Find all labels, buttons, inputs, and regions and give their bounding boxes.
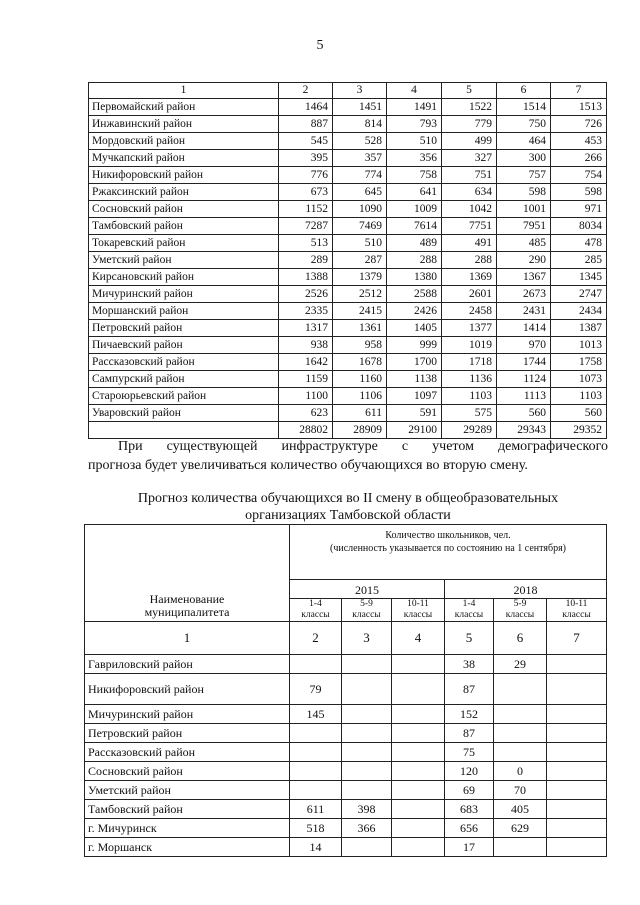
value-cell: 1387 [551,320,607,337]
column-number: 2 [279,83,333,99]
value-cell: 510 [387,133,442,150]
total-value-cell: 29343 [497,422,551,439]
total-label-cell [89,422,279,439]
municipality-name: Мичуринский район [85,705,290,724]
value-cell: 1367 [497,269,551,286]
value-cell: 2426 [387,303,442,320]
column-number: 6 [497,83,551,99]
table-row [85,762,607,781]
value-cell: 2588 [387,286,442,303]
value-cell: 814 [333,116,387,133]
value-cell: 489 [387,235,442,252]
value-cell: 2431 [497,303,551,320]
column-number: 3 [342,622,392,655]
total-value-cell: 29100 [387,422,442,439]
grade-group-header [392,599,445,622]
value-cell: 1152 [279,201,333,218]
value-cell [547,724,607,743]
value-cell: 1159 [279,371,333,388]
value-cell: 1514 [497,99,551,116]
value-cell: 518 [290,819,342,838]
municipality-name: Мордовский район [89,133,279,150]
value-cell: 7951 [497,218,551,235]
value-cell: 2434 [551,303,607,320]
table-row [85,743,607,762]
value-cell: 545 [279,133,333,150]
table-row [89,286,607,303]
value-cell [392,762,445,781]
table-row [89,184,607,201]
municipality-name: Тамбовский район [89,218,279,235]
value-cell: 485 [497,235,551,252]
value-cell [290,743,342,762]
value-cell [392,655,445,674]
municipality-name: Сосновский район [85,762,290,781]
value-cell: 887 [279,116,333,133]
value-cell: 774 [333,167,387,184]
value-cell: 1073 [551,371,607,388]
column-number: 1 [85,622,290,655]
second-shift-forecast-table [84,524,607,857]
value-cell: 1136 [442,371,497,388]
value-cell: 1388 [279,269,333,286]
value-cell: 758 [387,167,442,184]
value-cell [494,743,547,762]
grade-word: классы [352,610,381,620]
year-2015-cell: 2015 [290,580,445,599]
value-cell: 1100 [279,388,333,405]
value-cell: 1113 [497,388,551,405]
grade-group-header [290,599,342,622]
value-cell: 1513 [551,99,607,116]
value-cell: 7287 [279,218,333,235]
value-cell [547,743,607,762]
value-cell: 1106 [333,388,387,405]
municipality-name: Петровский район [85,724,290,743]
grade-group-header [494,599,547,622]
value-cell: 1160 [333,371,387,388]
value-cell [342,705,392,724]
value-cell [342,781,392,800]
value-cell: 629 [494,819,547,838]
value-cell: 453 [551,133,607,150]
municipality-name: Уметский район [89,252,279,269]
section-title-line-1: Прогноз количества обучающихся во II смену в общеобразовательных [137,491,559,506]
value-cell [392,674,445,705]
value-cell: 1522 [442,99,497,116]
value-cell [342,762,392,781]
value-cell: 2601 [442,286,497,303]
year-2018-cell: 2018 [445,580,607,599]
municipality-name: Ржаксинский район [89,184,279,201]
column-number: 4 [392,622,445,655]
value-cell: 751 [442,167,497,184]
value-cell: 1491 [387,99,442,116]
value-cell: 29 [494,655,547,674]
value-cell: 1013 [551,337,607,354]
value-cell: 79 [290,674,342,705]
value-cell: 87 [445,674,494,705]
table-row [85,655,607,674]
column-number: 7 [551,83,607,99]
value-cell: 366 [342,819,392,838]
municipality-name: Первомайский район [89,99,279,116]
grade-range: 5-9 [513,599,527,609]
value-cell: 1377 [442,320,497,337]
table-row [85,724,607,743]
municipality-name: Сосновский район [89,201,279,218]
table-row [89,235,607,252]
municipality-name: Тамбовский район [85,800,290,819]
value-cell: 1642 [279,354,333,371]
grade-group-header [342,599,392,622]
grade-word: классы [301,610,330,620]
municipality-name: Инжавинский район [89,116,279,133]
value-cell [547,655,607,674]
table-row [89,303,607,320]
value-cell: 757 [497,167,551,184]
value-cell: 673 [279,184,333,201]
grade-range: 1-4 [309,599,322,609]
municipality-name: Никифоровский район [89,167,279,184]
value-cell [392,838,445,857]
value-cell: 17 [445,838,494,857]
value-cell [342,674,392,705]
value-cell: 1317 [279,320,333,337]
value-cell: 2512 [333,286,387,303]
value-cell: 2526 [279,286,333,303]
table-row [89,320,607,337]
total-value-cell: 29352 [551,422,607,439]
value-cell: 938 [279,337,333,354]
value-cell: 793 [387,116,442,133]
table-row [89,116,607,133]
value-cell: 1103 [551,388,607,405]
value-cell [547,705,607,724]
value-cell [547,674,607,705]
value-cell: 70 [494,781,547,800]
column-number-row [85,622,607,655]
value-cell: 1090 [333,201,387,218]
value-cell: 1369 [442,269,497,286]
value-cell: 1001 [497,201,551,218]
table-row [89,405,607,422]
municipality-name: Мичуринский район [89,286,279,303]
value-cell: 1758 [551,354,607,371]
page-number: 5 [316,38,324,53]
value-cell: 591 [387,405,442,422]
total-row [89,422,607,439]
grade-group-header [547,599,607,622]
value-cell [494,705,547,724]
grade-range: 1-4 [462,599,476,609]
value-cell: 1097 [387,388,442,405]
value-cell: 287 [333,252,387,269]
value-cell: 1361 [333,320,387,337]
value-cell: 120 [445,762,494,781]
value-cell: 1379 [333,269,387,286]
value-cell: 7614 [387,218,442,235]
section-title-line-2: организациях Тамбовской области [245,508,451,523]
value-cell: 528 [333,133,387,150]
value-cell [342,655,392,674]
value-cell: 7469 [333,218,387,235]
count-header-line-2: (численность указывается по состоянию на 1 сентября) [330,543,567,554]
value-cell: 75 [445,743,494,762]
value-cell: 750 [497,116,551,133]
value-cell: 1042 [442,201,497,218]
table-row [89,133,607,150]
table-row [85,838,607,857]
value-cell [547,781,607,800]
value-cell: 971 [551,201,607,218]
value-cell: 499 [442,133,497,150]
table-row [89,269,607,286]
value-cell: 1718 [442,354,497,371]
value-cell: 0 [494,762,547,781]
value-cell: 1009 [387,201,442,218]
value-cell [547,838,607,857]
value-cell: 641 [387,184,442,201]
value-cell: 288 [442,252,497,269]
value-cell: 623 [279,405,333,422]
value-cell: 69 [445,781,494,800]
municipality-name: Уваровский район [89,405,279,422]
value-cell: 598 [497,184,551,201]
grade-word: классы [403,610,433,620]
value-cell: 288 [387,252,442,269]
value-cell: 478 [551,235,607,252]
value-cell [494,724,547,743]
value-cell: 510 [333,235,387,252]
value-cell: 464 [497,133,551,150]
value-cell: 1405 [387,320,442,337]
value-cell: 395 [279,150,333,167]
value-cell: 356 [387,150,442,167]
table-row [85,800,607,819]
value-cell: 779 [442,116,497,133]
municipality-name: г. Моршанск [85,838,290,857]
value-cell: 1019 [442,337,497,354]
value-cell: 598 [551,184,607,201]
table-row [89,337,607,354]
name-header-line-1: Наименование [149,592,225,606]
value-cell: 38 [445,655,494,674]
name-header-line-2: муниципалитета [144,605,230,619]
paragraph-line-1: При существующей инфраструктуре с учетом демографического [118,439,608,454]
total-value-cell: 28802 [279,422,333,439]
value-cell: 1464 [279,99,333,116]
value-cell: 1414 [497,320,551,337]
value-cell [392,819,445,838]
value-cell: 290 [497,252,551,269]
value-cell [494,674,547,705]
value-cell: 145 [290,705,342,724]
value-cell [290,724,342,743]
column-number: 5 [445,622,494,655]
value-cell: 8034 [551,218,607,235]
value-cell [547,762,607,781]
value-cell: 1744 [497,354,551,371]
paragraph-line-2: прогноза будет увеличиваться количество обучающихся во вторую смену. [88,458,528,473]
value-cell: 2747 [551,286,607,303]
grade-word: классы [562,610,591,620]
value-cell: 999 [387,337,442,354]
forecast-header-row [85,525,607,580]
municipality-name: Пичаевский район [89,337,279,354]
value-cell: 1103 [442,388,497,405]
value-cell: 683 [445,800,494,819]
municipality-name: г. Мичуринск [85,819,290,838]
value-cell: 1451 [333,99,387,116]
value-cell [290,762,342,781]
table-row [89,218,607,235]
total-value-cell: 28909 [333,422,387,439]
value-cell: 289 [279,252,333,269]
value-cell: 1138 [387,371,442,388]
value-cell: 327 [442,150,497,167]
value-cell: 1345 [551,269,607,286]
value-cell: 357 [333,150,387,167]
table-row [89,371,607,388]
value-cell: 266 [551,150,607,167]
municipality-name: Сампурский район [89,371,279,388]
municipality-name: Моршанский район [89,303,279,320]
column-number: 6 [494,622,547,655]
value-cell: 152 [445,705,494,724]
count-header-line-1: Количество школьников, чел. [385,530,511,541]
value-cell: 611 [333,405,387,422]
municipality-name: Мучкапский район [89,150,279,167]
population-table [88,82,607,439]
value-cell [547,819,607,838]
table-row [89,150,607,167]
table-header-row [89,83,607,99]
value-cell [290,781,342,800]
value-cell: 1124 [497,371,551,388]
value-cell: 300 [497,150,551,167]
value-cell: 1380 [387,269,442,286]
value-cell: 87 [445,724,494,743]
grade-range: 10-11 [565,599,588,609]
table-row [89,167,607,184]
column-number: 1 [89,83,279,99]
value-cell: 1678 [333,354,387,371]
value-cell: 398 [342,800,392,819]
value-cell: 405 [494,800,547,819]
forecast-name-header-cell [85,525,290,622]
grade-range: 5-9 [360,599,373,609]
value-cell [392,743,445,762]
column-number: 3 [333,83,387,99]
total-value-cell: 29289 [442,422,497,439]
value-cell: 1700 [387,354,442,371]
municipality-name: Староюрьевский район [89,388,279,405]
grade-range: 10-11 [407,599,429,609]
count-header-cell [290,525,607,580]
municipality-name: Рассказовский район [89,354,279,371]
value-cell: 611 [290,800,342,819]
value-cell [342,743,392,762]
table-row [85,781,607,800]
column-number: 5 [442,83,497,99]
value-cell [342,838,392,857]
table-row [85,674,607,705]
table-row [89,388,607,405]
table-row [89,354,607,371]
grade-word: классы [505,610,535,620]
value-cell: 645 [333,184,387,201]
value-cell: 634 [442,184,497,201]
value-cell: 2415 [333,303,387,320]
municipality-name: Гавриловский район [85,655,290,674]
value-cell [392,800,445,819]
municipality-name: Никифоровский район [85,674,290,705]
value-cell [392,781,445,800]
municipality-name: Уметский район [85,781,290,800]
grade-group-header [445,599,494,622]
value-cell: 656 [445,819,494,838]
value-cell: 491 [442,235,497,252]
table-row [89,201,607,218]
value-cell: 575 [442,405,497,422]
value-cell: 2458 [442,303,497,320]
value-cell [290,655,342,674]
municipality-name: Токаревский район [89,235,279,252]
value-cell [342,724,392,743]
table-row [85,819,607,838]
value-cell [494,838,547,857]
value-cell: 726 [551,116,607,133]
grade-word: классы [454,610,484,620]
value-cell [392,724,445,743]
value-cell [392,705,445,724]
table-row [89,99,607,116]
value-cell: 970 [497,337,551,354]
value-cell: 560 [551,405,607,422]
column-number: 2 [290,622,342,655]
value-cell: 7751 [442,218,497,235]
value-cell: 958 [333,337,387,354]
column-number: 7 [547,622,607,655]
value-cell: 754 [551,167,607,184]
value-cell: 513 [279,235,333,252]
column-number: 4 [387,83,442,99]
value-cell: 560 [497,405,551,422]
municipality-name: Рассказовский район [85,743,290,762]
municipality-name: Петровский район [89,320,279,337]
value-cell: 2335 [279,303,333,320]
value-cell: 285 [551,252,607,269]
value-cell: 14 [290,838,342,857]
value-cell: 2673 [497,286,551,303]
table-row [85,705,607,724]
value-cell: 776 [279,167,333,184]
table-row [89,252,607,269]
value-cell [547,800,607,819]
municipality-name: Кирсановский район [89,269,279,286]
